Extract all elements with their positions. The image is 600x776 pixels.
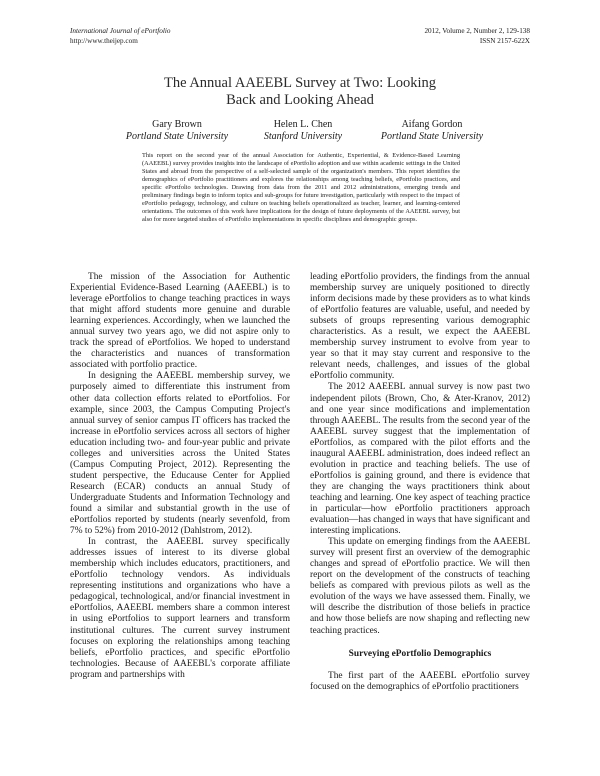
title-line: Back and Looking Ahead [226,92,374,108]
abstract: This report on the second year of the annual Association for Authentic, Experiential, & Evidence-Based Learning (AAEEBL) survey provides insights into the landscape of ePortfolio adoption and use within academic settings in the United States and abroad from the perspective of a self-selected sample of the organization's members. This report identifies the demographics of ePortfolio practitioners and explores the relationships among teaching beliefs, ePortfolio practices, and specific ePortfolio technologies. Drawing from data from the 2011 and 2012 administrations, emerging trends and preliminary findings begin to inform topics and sub-groups for future investigation, particularly with respect to the impact of ePortfolio pedagogy, technology, and culture on teaching beliefs operationalized as teacher, learner, and learning-centered orientations. The outcomes of this work have implications for the design of future deployments of the AAEEBL survey, but also for more targeted studies of ePortfolio implementations in specific disciplines and demographic groups. [142,152,460,224]
author-affiliation: Portland State University [125,130,229,142]
volume-info: 2012, Volume 2, Number 2, 129-138 [424,27,530,35]
body-column-left [70,272,290,681]
body-paragraph: The first part of the AAEEBL ePortfolio survey focused on the demographics of ePortfolio practitioners [310,670,530,692]
author-name: Helen L. Chen [273,119,333,130]
issn: ISSN 2157-622X [479,36,530,45]
body-paragraph: In designing the AAEEBL membership survey, we purposely aimed to differentiate this instrument from other data collection efforts related to ePortfolios. For example, since 2003, the Campus Computing Project's annual survey of senior campus IT officers has tracked the increase in ePortfolio services across all sectors of higher education including two- and four-year public and private colleges and universities across the United States (Campus Computing Project, 2012). Representing the student perspective, the Educause Center for Applied Research (ECAR) conducts an annual Study of Undergraduate Students and Information Technology and found a similar and substantial growth in the use of ePortfolios reported by students (nearly sevenfold, from 7% to 52%) from 2010-2012 (Dahlstrom, 2012). [70,371,290,537]
article-title [70,75,530,109]
body-paragraph: In contrast, the AAEEBL survey specifically addresses issues of interest to its diverse global membership which includes educators, practitioners, and ePortfolio technology vendors. As individuals representing institutions and organizations who have a pedagogical, technological, and/or financial investment in ePortfolios, AAEEBL members share a common interest in using ePortfolios to support learners and transform institutional cultures. The current survey instrument focuses on exploring the relationships among teaching beliefs, ePortfolio practices, and specific ePortfolio technologies. Because of AAEEBL's corporate affiliate program and partnerships with [70,537,290,680]
body-paragraph: The 2012 AAEEBL annual survey is now past two independent pilots (Brown, Cho, & Ater-Kranov, 2012) and one year since modifications and implementation through AAEEBL. The results from the second year of the AAEEBL survey suggest that the implementation of ePortfolios, as compared with the pilot efforts and the inaugural AAEEBL administration, does indeed reflect an evolution in practice and teaching beliefs. The use of ePortfolios is gaining ground, and there is evidence that they are changing the ways practitioners think about teaching and learning. One key aspect of teaching practice in particular—how ePortfolio practitioners approach evaluation—has changed in ways that have significant and interesting implications. [310,382,530,537]
journal-url[interactable]: http://www.theijep.com [70,36,138,45]
body-paragraph-continued: leading ePortfolio providers, the findings from the annual membership survey are uniquely positioned to directly inform decisions made by these providers as to what kinds of ePortfolio features are valuable, useful, and needed by subsets of groups representing various demographic characteristics. As a result, we expect the AAEEBL membership survey instrument to evolve from year to year so that it may stay current and responsive to the relevant needs, challenges, and issues of the global ePortfolio community. [310,272,530,382]
body-paragraph: The mission of the Association for Authentic Experiential Evidence-Based Learning (AAEEBL) is to leverage ePortfolios to change teaching practices in ways that might afford students more genuine and durable learning experiences. Accordingly, when we launched the annual survey two years ago, we did not aspire only to track the spread of ePortfolios. We hoped to understand the characteristics and nuances of transformation associated with portfolio practice. [70,272,290,371]
author-affiliation: Stanford University [263,130,343,142]
body-paragraph: This update on emerging findings from the AAEEBL survey will present first an overview of the demographic changes and spread of ePortfolio practice. We will then report on the development of the constructs of teaching beliefs as compared with previous pilots as well as the evolution of the ways we have assessed them. Finally, we will describe the distribution of those beliefs in practice and how those beliefs are now shaping and reflecting new teaching practices. [310,537,530,636]
journal-name: International Journal of ePortfolio [70,27,171,35]
author-block [70,119,530,143]
running-header-right [424,27,530,46]
author [357,119,507,142]
section-heading: Surveying ePortfolio Demographics [348,648,492,659]
author-name: Aifang Gordon [401,119,463,130]
body-column-right [310,272,530,693]
author-name: Gary Brown [152,119,202,130]
title-line: The Annual AAEEBL Survey at Two: Looking [163,75,437,91]
author [228,119,378,142]
running-header-left [70,27,170,46]
author-affiliation: Portland State University [380,130,484,142]
